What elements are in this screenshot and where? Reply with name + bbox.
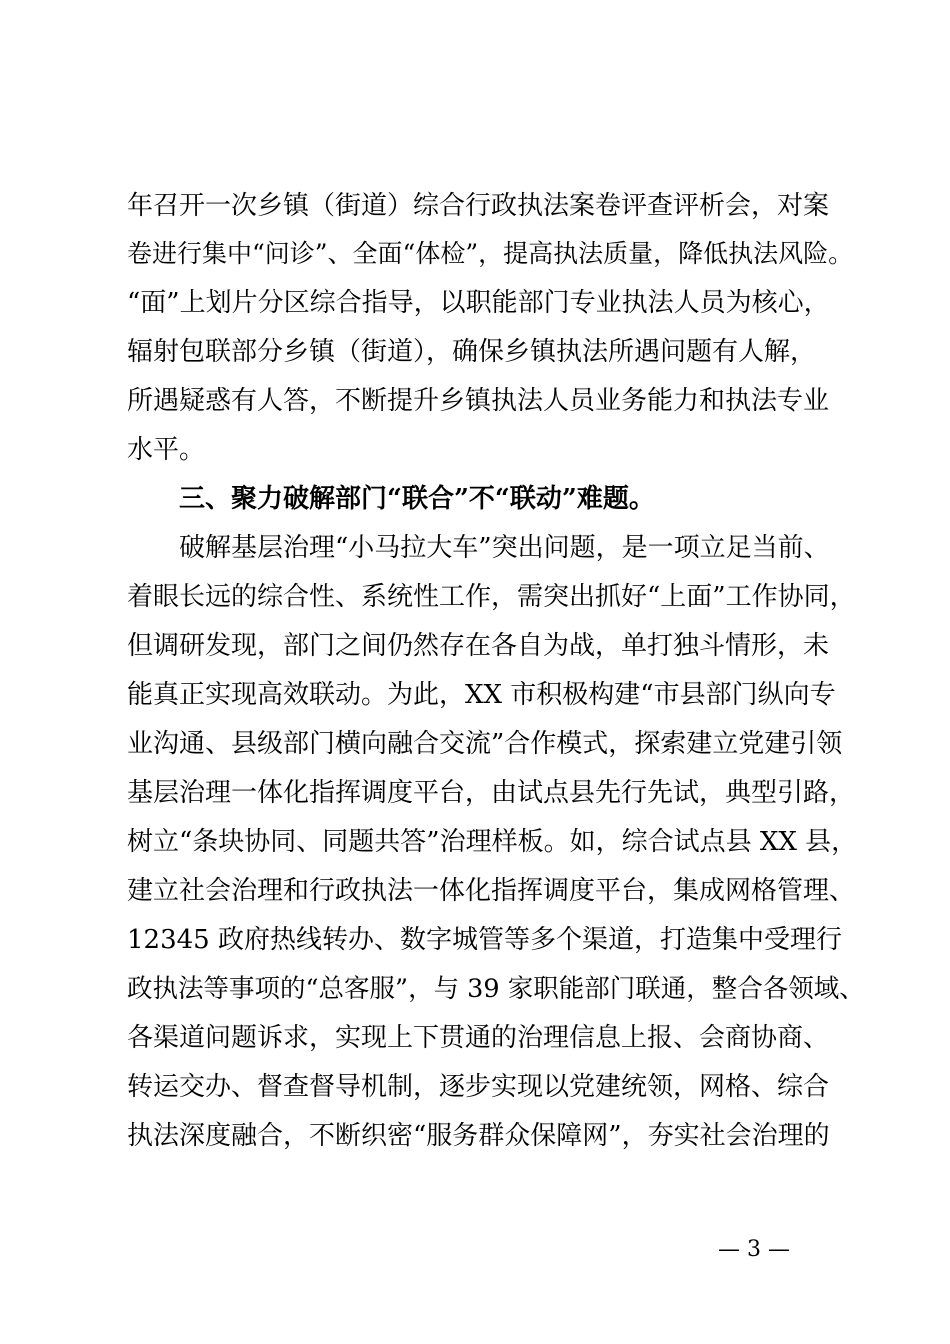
paragraph-line: 各渠道问题诉求，实现上下贯通的治理信息上报、会商协商、 bbox=[127, 1023, 830, 1053]
text-line: 水平。 bbox=[127, 435, 206, 465]
paragraph-line: 着眼长远的综合性、系统性工作，需突出抓好“上面”工作协同， bbox=[127, 582, 856, 612]
paragraph-line: 破解基层治理“小马拉大车”突出问题，是一项立足当前、 bbox=[179, 533, 830, 563]
paragraph-line: 转运交办、督查督导机制，逐步实现以党建统领，网格、综合 bbox=[127, 1072, 830, 1102]
paragraph-line: 能真正实现高效联动。为此，XX 市积极构建“市县部门纵向专 bbox=[127, 680, 836, 710]
text-line: “面”上划片分区综合指导，以职能部门专业执法人员为核心， bbox=[127, 288, 830, 318]
paragraph-line: 但调研发现，部门之间仍然存在各自为战，单打独斗情形，未 bbox=[127, 631, 830, 661]
page-number: — 3 — bbox=[718, 1237, 790, 1262]
text-line: 卷进行集中“问诊”、全面“体检”，提高执法质量，降低执法风险。 bbox=[127, 239, 854, 268]
text-line: 所遇疑惑有人答，不断提升乡镇执法人员业务能力和执法专业 bbox=[127, 386, 830, 416]
paragraph-line: 基层治理一体化指挥调度平台，由试点县先行先试，典型引路， bbox=[127, 778, 856, 808]
text-line: 年召开一次乡镇（街道）综合行政执法案卷评查评析会，对案 bbox=[127, 191, 830, 221]
section-heading: 三、聚力破解部门“联合”不“联动”难题。 bbox=[179, 484, 655, 514]
paragraph-line: 12345 政府热线转办、数字城管等多个渠道，打造集中受理行 bbox=[127, 925, 842, 955]
text-line: 辐射包联部分乡镇（街道），确保乡镇执法所遇问题有人解， bbox=[127, 337, 817, 367]
paragraph-line: 业沟通、县级部门横向融合交流”合作模式，探索建立党建引领 bbox=[127, 729, 843, 759]
paragraph-line: 建立社会治理和行政执法一体化指挥调度平台，集成网格管理、 bbox=[127, 876, 856, 906]
paragraph-line: 树立“条块协同、同题共答”治理样板。如，综合试点县 XX 县， bbox=[127, 827, 858, 857]
paragraph-line: 政执法等事项的“总客服”，与 39 家职能部门联通，整合各领域、 bbox=[127, 974, 865, 1004]
paragraph-line: 执法深度融合，不断织密“服务群众保障网”，夯实社会治理的 bbox=[127, 1121, 830, 1151]
